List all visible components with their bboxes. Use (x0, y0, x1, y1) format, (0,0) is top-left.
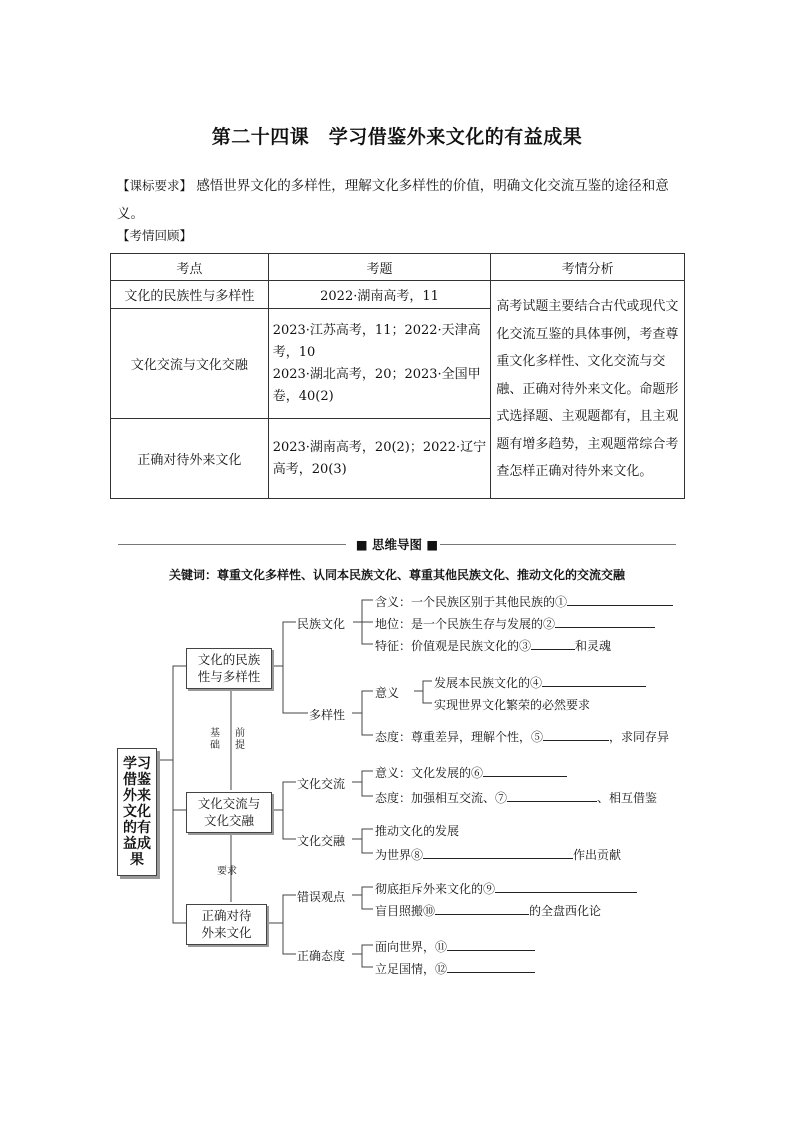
blank-8[interactable] (423, 847, 573, 859)
blank-1[interactable] (567, 594, 673, 606)
question-line: 2023·江苏高考，11；2022·天津高考，10 (272, 322, 481, 360)
table-cell-question: 2022·湖南高考，11 (268, 281, 491, 309)
leaf-wrong-1: 彻底拒斥外来文化的⑨ (375, 880, 637, 897)
leaf-meaning-1: 含义：一个民族区别于其他民族的① (375, 593, 673, 610)
leaf-wrong-2: 盲目照搬⑩ 的全盘西化论 (375, 904, 602, 918)
requirement-label: 【课标要求】 (117, 178, 193, 193)
branch-right-attitude: 正确态度 (297, 949, 346, 963)
root-node-label: 学习 借鉴 外来 文化 的有 益成 果 (123, 756, 151, 868)
leaf-exchange-meaning: 意义：文化发展的⑥ (375, 764, 567, 781)
leaf-attitude-diversity: 态度：尊重差异，理解个性，⑤ ，求同存异 (375, 730, 670, 744)
table-header: 考情分析 (491, 254, 685, 281)
blank-9[interactable] (495, 881, 637, 893)
blank-5[interactable] (543, 729, 609, 741)
blank-6[interactable] (483, 765, 567, 777)
branch-wrong-view: 错误观点 (297, 890, 346, 904)
leaf-feature: 特征：价值观是民族文化的③ 和灵魂 (375, 639, 612, 653)
branch-fusion: 文化交融 (297, 834, 346, 848)
table-cell-point: 文化的民族性与多样性 (111, 281, 269, 309)
link-label-basis: 基础 (210, 728, 220, 751)
blank-12[interactable] (447, 961, 535, 973)
node-foreign-culture: 正确对待 外来文化 (186, 904, 267, 945)
blank-2[interactable] (555, 616, 655, 628)
table-header: 考点 (111, 254, 269, 281)
table-cell-point: 正确对待外来文化 (111, 419, 269, 499)
link-label-requirement: 要求 (217, 866, 237, 877)
branch-national-culture: 民族文化 (297, 617, 346, 631)
leaf-significance-1: 发展本民族文化的④ (434, 674, 646, 691)
leaf-fusion-2: 为世界⑧ 作出贡献 (375, 848, 622, 862)
leaf-right-1: 面向世界，⑪ (375, 938, 535, 955)
table-cell-point: 文化交流与文化交融 (111, 309, 269, 419)
leaf-exchange-attitude: 态度：加强相互交流、⑦ 、相互借鉴 (375, 791, 658, 805)
mindmap-heading-text: ■ 思维导图 ■ (355, 537, 439, 552)
branch-diversity: 多样性 (309, 708, 346, 722)
leaf-significance-2: 实现世界文化繁荣的必然要求 (434, 698, 591, 712)
branch-exchange: 文化交流 (297, 777, 346, 791)
table-cell-question: 2023·湖南高考，20(2)；2022·辽宁高考，20(3) (268, 419, 491, 499)
review-label: 【考情回顾】 (117, 228, 193, 243)
table-cell-analysis: 高考试题主要结合古代或现代文化交流互鉴的具体事例，考查尊重文化多样性、文化交流与交融、正确对待外来文化。命题形式选择题、主观题都有，且主观题有增多趋势，主观题常综合考查怎样正确对待外来文化。 (491, 281, 685, 499)
leaf-fusion-1: 推动文化的发展 (375, 824, 460, 838)
requirement-text: 感悟世界文化的多样性，理解文化多样性的价值，明确文化交流互鉴的途径和意义。 (117, 178, 669, 222)
root-node (117, 748, 157, 876)
blank-11[interactable] (447, 939, 535, 951)
node-exchange-fusion: 文化交流与 文化交融 (186, 792, 272, 833)
blank-3[interactable] (531, 638, 575, 650)
page-title: 第二十四课 学习借鉴外来文化的有益成果 (211, 126, 583, 148)
leaf-right-2: 立足国情，⑫ (375, 960, 535, 977)
blank-10[interactable] (435, 903, 529, 915)
blank-7[interactable] (507, 790, 597, 802)
keywords: 关键词：尊重文化多样性、认同本民族文化、尊重其他民族文化、推动文化的交流交融 (168, 568, 625, 582)
question-line: 2023·湖北高考，20；2023·全国甲卷，40(2) (272, 366, 481, 404)
leaf-significance-label: 意义 (375, 686, 400, 700)
leaf-status: 地位：是一个民族生存与发展的② (375, 615, 655, 632)
table-header: 考题 (268, 254, 491, 281)
node-nationality-diversity: 文化的民族 性与多样性 (186, 648, 272, 689)
link-label-premise: 前提 (235, 728, 245, 751)
blank-4[interactable] (542, 675, 646, 687)
